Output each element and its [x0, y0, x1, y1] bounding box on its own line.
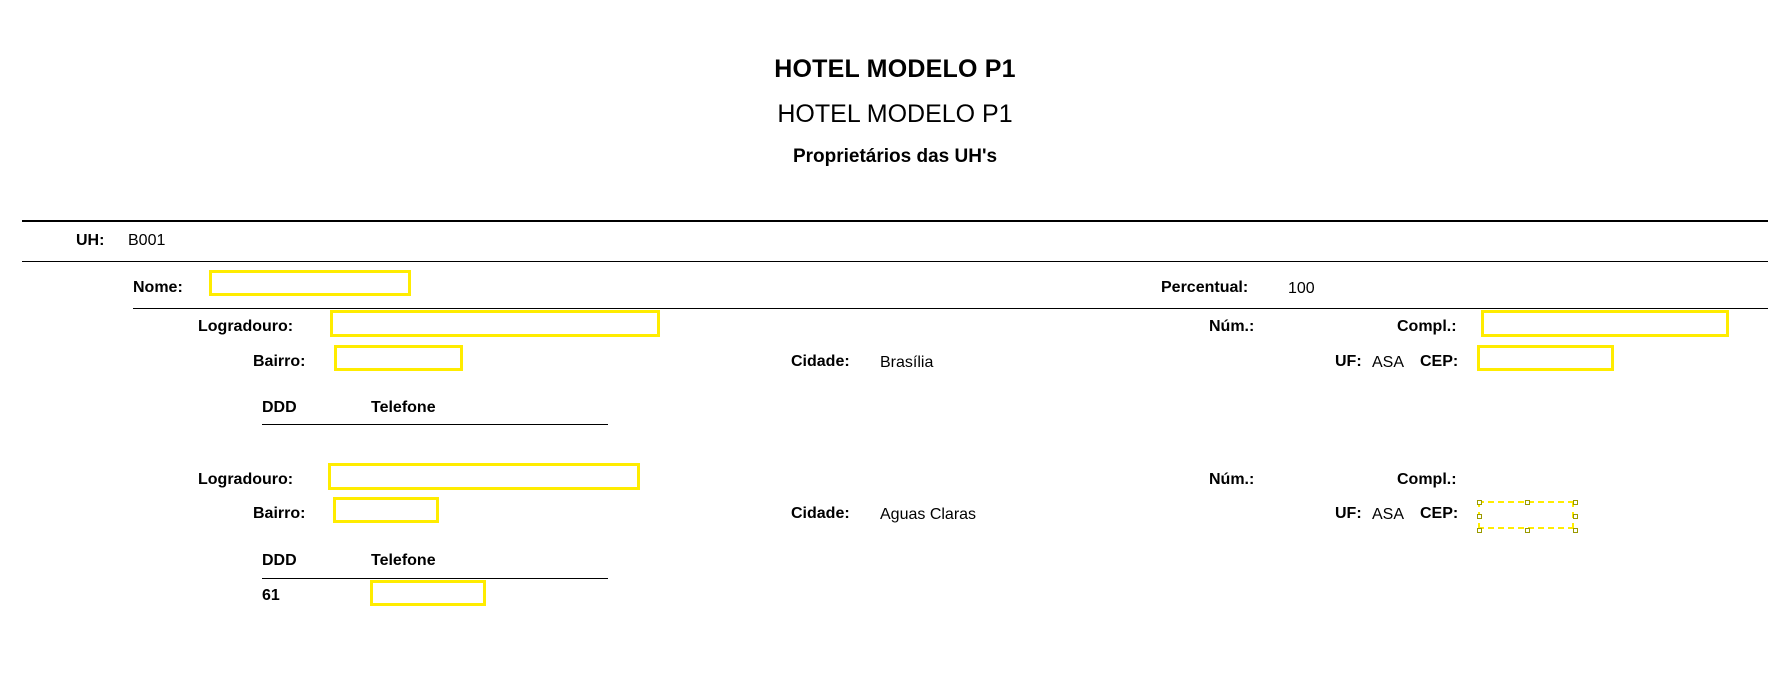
- telefone-label: Telefone: [371, 552, 436, 569]
- bairro-field[interactable]: [333, 497, 439, 523]
- logradouro-field[interactable]: [328, 463, 640, 490]
- uf-value: ASA: [1372, 354, 1405, 371]
- resize-handle-nw[interactable]: [1477, 500, 1482, 505]
- phone-divider: [262, 578, 608, 579]
- resize-handle-se[interactable]: [1573, 528, 1578, 533]
- ddd-label: DDD: [262, 399, 297, 416]
- bairro-label: Bairro:: [253, 505, 306, 522]
- page-subtitle: HOTEL MODELO P1: [777, 99, 1013, 128]
- num-label: Núm.:: [1209, 471, 1255, 488]
- cidade-value: Aguas Claras: [880, 506, 977, 523]
- resize-handle-ne[interactable]: [1573, 500, 1578, 505]
- compl-label: Compl.:: [1397, 471, 1457, 488]
- resize-handle-w[interactable]: [1477, 514, 1482, 519]
- percentual-value: 100: [1288, 280, 1315, 297]
- num-label: Núm.:: [1209, 318, 1255, 335]
- logradouro-label: Logradouro:: [198, 471, 294, 488]
- nome-label: Nome:: [133, 279, 183, 296]
- resize-handle-n[interactable]: [1525, 500, 1530, 505]
- compl-label: Compl.:: [1397, 318, 1457, 335]
- percentual-label: Percentual:: [1161, 279, 1249, 296]
- logradouro-field[interactable]: [330, 310, 660, 337]
- uh-label: UH:: [76, 232, 105, 249]
- uf-label: UF:: [1335, 505, 1362, 522]
- bairro-field[interactable]: [334, 345, 463, 371]
- resize-handle-e[interactable]: [1573, 514, 1578, 519]
- cidade-label: Cidade:: [791, 353, 850, 370]
- cep-label: CEP:: [1420, 505, 1459, 522]
- telefone-field[interactable]: [370, 580, 486, 606]
- uh-divider: [22, 261, 1768, 262]
- cep-label: CEP:: [1420, 353, 1459, 370]
- uf-label: UF:: [1335, 353, 1362, 370]
- cidade-label: Cidade:: [791, 505, 850, 522]
- telefone-label: Telefone: [371, 399, 436, 416]
- cep-field-selected[interactable]: [1478, 501, 1574, 529]
- bairro-label: Bairro:: [253, 353, 306, 370]
- nome-field[interactable]: [209, 270, 411, 296]
- section-title: Proprietários das UH's: [792, 146, 998, 167]
- ddd-value: 61: [262, 587, 280, 604]
- compl-field[interactable]: [1481, 310, 1729, 337]
- document-header: [0, 0, 1790, 168]
- cidade-value: Brasília: [880, 354, 934, 371]
- header-divider: [22, 220, 1768, 222]
- page-title: HOTEL MODELO P1: [774, 55, 1016, 83]
- logradouro-label: Logradouro:: [198, 318, 294, 335]
- resize-handle-s[interactable]: [1525, 528, 1530, 533]
- phone-divider: [262, 424, 608, 425]
- cep-field[interactable]: [1477, 345, 1614, 371]
- nome-divider: [133, 308, 1768, 309]
- ddd-label: DDD: [262, 552, 297, 569]
- uf-value: ASA: [1372, 506, 1405, 523]
- resize-handle-sw[interactable]: [1477, 528, 1482, 533]
- uh-value: B001: [128, 232, 166, 249]
